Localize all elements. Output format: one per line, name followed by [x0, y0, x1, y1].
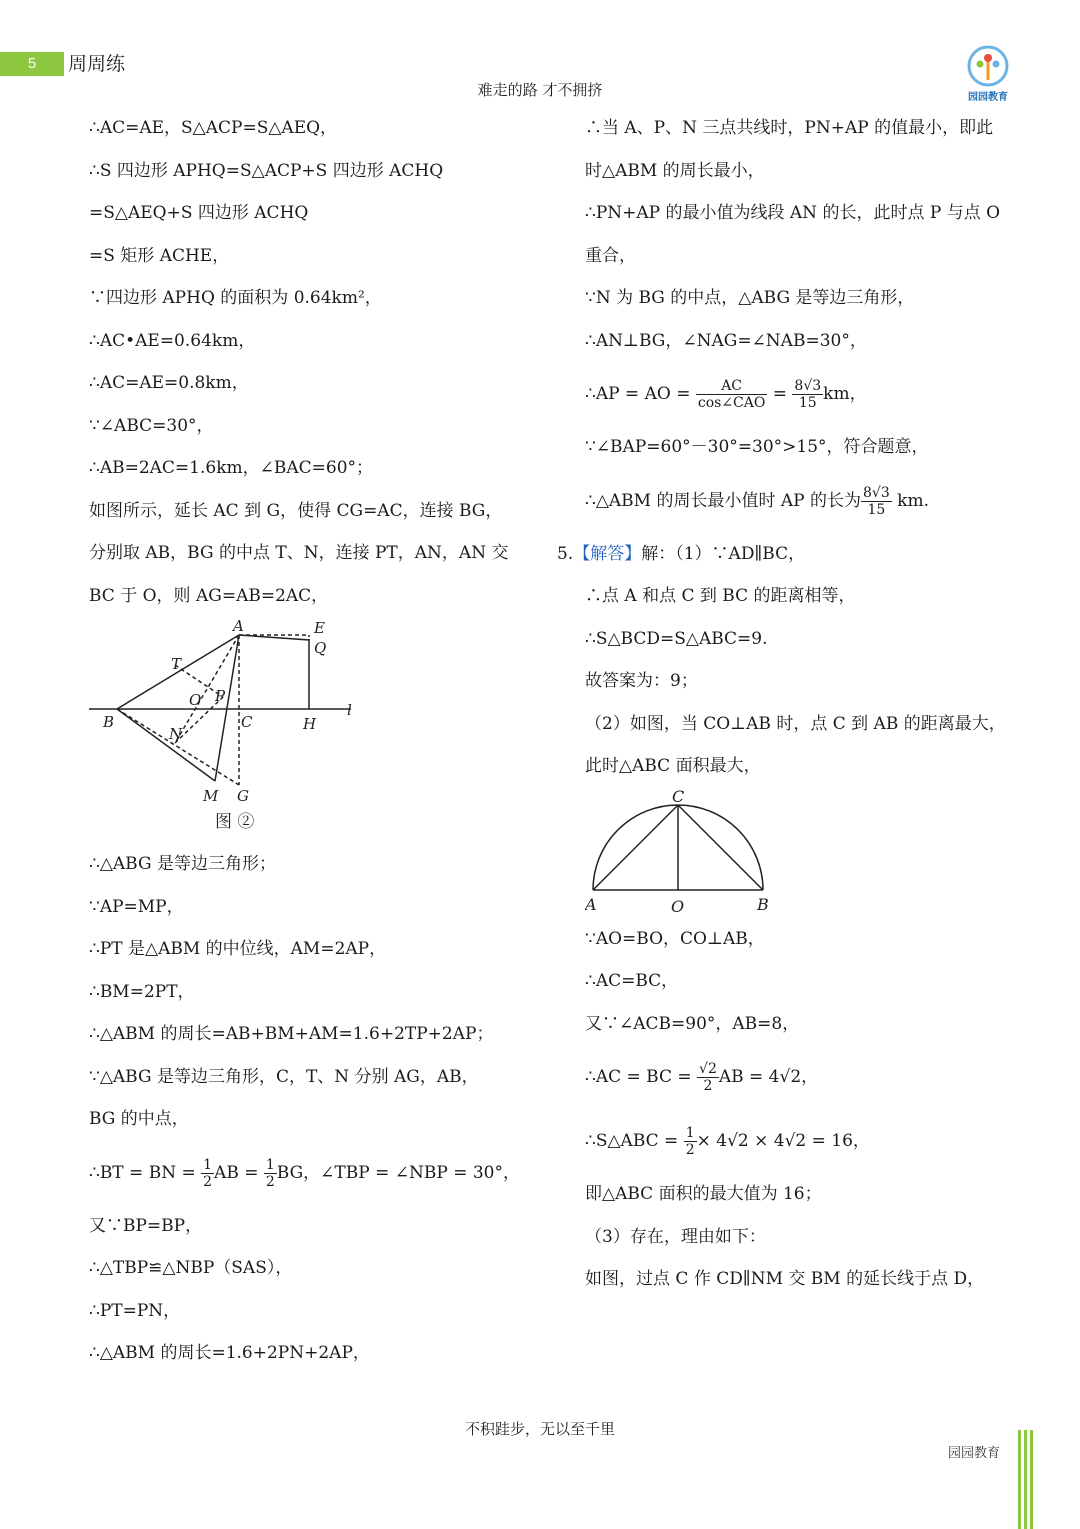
semicircle-figure: [585, 788, 775, 918]
fig-label-m: M: [203, 787, 219, 805]
right-line-15: 此时△ABC 面积最大，: [585, 756, 761, 776]
page-number-tab: [0, 52, 64, 76]
expr-part: km.: [891, 490, 929, 511]
frac-num: AC: [696, 378, 767, 395]
fig-label-q: Q: [314, 639, 327, 657]
answer-tag: 【解答】: [573, 543, 642, 564]
fig2-label-o: O: [671, 896, 685, 916]
fig2-label-b: B: [757, 894, 769, 914]
left-line-12: BC 于 O，则 AG=AB=2AC，: [89, 585, 329, 606]
right-line-17: ∴AC=BC，: [585, 971, 679, 991]
expr-part: km，: [823, 384, 867, 404]
frac-num: √2: [699, 1061, 717, 1077]
frac-den: 2: [703, 1078, 713, 1094]
frac-den: 15: [798, 395, 817, 411]
footer-motto: 不积跬步，无以至千里: [464, 1420, 615, 1438]
fraction: [792, 378, 823, 411]
left-line-2: ∴S 四边形 APHQ=S△ACP+S 四边形 ACHQ: [89, 160, 444, 181]
geometry-figure-2: [89, 617, 369, 843]
left-line-19: BG 的中点，: [89, 1109, 189, 1129]
right-line-12: ∴S△BCD=S△ABC=9.: [585, 628, 768, 649]
fraction: [201, 1157, 214, 1190]
left-line-6: ∴AC•AE=0.64km，: [89, 330, 256, 351]
right-line-7: [585, 362, 1030, 426]
fig-label-a: A: [233, 617, 244, 635]
fraction: [684, 1125, 697, 1158]
expr-part: AB = 4√2，: [718, 1067, 819, 1087]
left-line-11: 分别取 AB，BG 的中点 T、N，连接 PT，AN，AN 交: [89, 543, 509, 563]
left-line-20: [89, 1141, 549, 1205]
left-line-5: ∵四边形 APHQ 的面积为 0.64km²，: [89, 288, 382, 308]
decor-bar: [1024, 1430, 1027, 1529]
right-line-16: ∵AO=BO，CO⊥AB，: [585, 928, 765, 949]
fig-label-g: G: [237, 787, 249, 805]
right-line-22: （3）存在，理由如下：: [585, 1226, 766, 1247]
right-line-8: ∵∠BAP=60°－30°=30°>15°，符合题意，: [585, 437, 929, 457]
left-line-4: =S 矩形 ACHE，: [89, 245, 230, 266]
right-line-19: [585, 1045, 1030, 1109]
left-line-7: ∴AC=AE=0.8km，: [89, 373, 249, 393]
right-line-5: ∵N 为 BG 的中点，△ABG 是等边三角形，: [585, 288, 915, 308]
logo-text: 园园教育: [968, 92, 1008, 103]
right-line-6: ∴AN⊥BG，∠NAG=∠NAB=30°，: [585, 330, 867, 351]
left-line-9: ∴AB=2AC=1.6km，∠BAC=60°；: [89, 458, 374, 478]
left-line-21: 又∵BP=BP，: [89, 1215, 203, 1236]
frac-num: 1: [265, 1156, 275, 1173]
fig-label-o: O: [189, 691, 202, 709]
right-line-4: 重合，: [585, 245, 636, 266]
frac-den: 2: [685, 1142, 695, 1158]
frac-num: 8√3: [794, 378, 822, 394]
header-motto: 难走的路 才不拥挤: [477, 81, 603, 99]
fig-label-t: T: [171, 655, 182, 673]
right-line-3: ∴PN+AP 的最小值为线段 AN 的长，此时点 P 与点 O: [585, 203, 1001, 223]
fraction: [697, 1061, 719, 1094]
left-line-23: ∴PT=PN，: [89, 1300, 181, 1321]
expr-part: 解：（1）∵AD∥BC，: [641, 543, 806, 564]
fig2-label-c: C: [672, 787, 685, 806]
decor-bar: [1018, 1430, 1021, 1529]
left-line-24: ∴△ABM 的周长=1.6+2PN+2AP，: [89, 1343, 370, 1363]
right-line-14: （2）如图，当 CO⊥AB 时，点 C 到 AB 的距离最大，: [585, 713, 1006, 734]
fraction: [264, 1157, 277, 1190]
fraction: [696, 378, 767, 411]
frac-den: 15: [867, 501, 886, 518]
expr-part: ∴S△ABC =: [585, 1131, 684, 1151]
fig-label-n: N: [169, 725, 183, 743]
right-line-1: ∴当 A、P、N 三点共线时，PN+AP 的值最小，即此: [585, 118, 994, 138]
left-line-8: ∵∠ABC=30°，: [89, 415, 214, 436]
frac-den: 2: [265, 1173, 275, 1190]
expr-part: ∴AP = AO =: [585, 384, 696, 404]
fig-label-e: E: [314, 619, 325, 637]
frac-num: 1: [203, 1156, 213, 1173]
left-line-13: ∴△ABG 是等边三角形；: [89, 854, 276, 874]
right-line-18: 又∵∠ACB=90°，AB=8，: [585, 1013, 800, 1034]
fig-label-c: C: [241, 713, 253, 731]
fig-caption: 图 ②: [215, 812, 255, 832]
fig-label-p: P: [215, 687, 226, 705]
fig2-label-a: A: [585, 894, 597, 914]
right-line-11: ∴点 A 和点 C 到 BC 的距离相等，: [585, 586, 856, 606]
left-line-16: ∴BM=2PT，: [89, 981, 195, 1002]
expr-part: × 4√2 × 4√2 = 16，: [696, 1131, 870, 1151]
right-line-13: 故答案为：9；: [585, 671, 698, 691]
left-line-1: ∴AC=AE，S△ACP=S△AEQ，: [89, 118, 338, 138]
left-line-14: ∵AP=MP，: [89, 896, 184, 917]
frac-num: 8√3: [863, 484, 890, 501]
series-title: 周周练: [68, 53, 126, 75]
left-line-10: 如图所示，延长 AC 到 G，使得 CG=AC，连接 BG，: [89, 500, 503, 521]
left-line-18: ∵△ABG 是等边三角形，C，T、N 分别 AG，AB，: [89, 1066, 479, 1087]
right-line-2: 时△ABM 的周长最小，: [585, 160, 765, 181]
left-line-22: ∴△TBP≌△NBP（SAS），: [89, 1258, 293, 1278]
fig-label-l: l: [347, 701, 352, 719]
expr-part: AB =: [214, 1162, 264, 1183]
expr-part: ∴BT = BN =: [89, 1162, 202, 1183]
expr-part: =: [767, 384, 793, 404]
right-line-20: [585, 1109, 1030, 1173]
footer-brand: 园园教育: [948, 1446, 1001, 1461]
decor-bar: [1030, 1430, 1033, 1529]
fig-label-b: B: [103, 713, 115, 731]
page-number: 5: [27, 55, 37, 72]
left-line-17: ∴△ABM 的周长=AB+BM+AM=1.6+2TP+2AP；: [89, 1024, 494, 1044]
question-number: 5.: [557, 543, 574, 564]
right-line-10: [557, 533, 1030, 576]
right-line-23: 如图，过点 C 作 CD∥NM 交 BM 的延长线于点 D，: [585, 1269, 985, 1289]
fig-label-h: H: [303, 715, 317, 733]
frac-den: 2: [203, 1173, 213, 1190]
left-line-3: =S△AEQ+S 四边形 ACHQ: [89, 203, 309, 223]
left-line-15: ∴PT 是△ABM 的中位线，AM=2AP，: [89, 939, 387, 959]
expr-part: ∴AC = BC =: [585, 1067, 698, 1087]
right-line-9: [585, 469, 1030, 533]
frac-num: 1: [685, 1125, 695, 1141]
left-column: [89, 107, 549, 1375]
expr-part: BG，∠TBP = ∠NBP = 30°，: [276, 1162, 520, 1183]
right-line-21: 即△ABC 面积的最大值为 16；: [585, 1184, 822, 1204]
expr-part: ∴△ABM 的周长最小值时 AP 的长为: [585, 490, 861, 511]
fraction: [861, 485, 892, 518]
right-column: [557, 107, 1030, 1301]
frac-den: cos∠CAO: [697, 395, 766, 411]
